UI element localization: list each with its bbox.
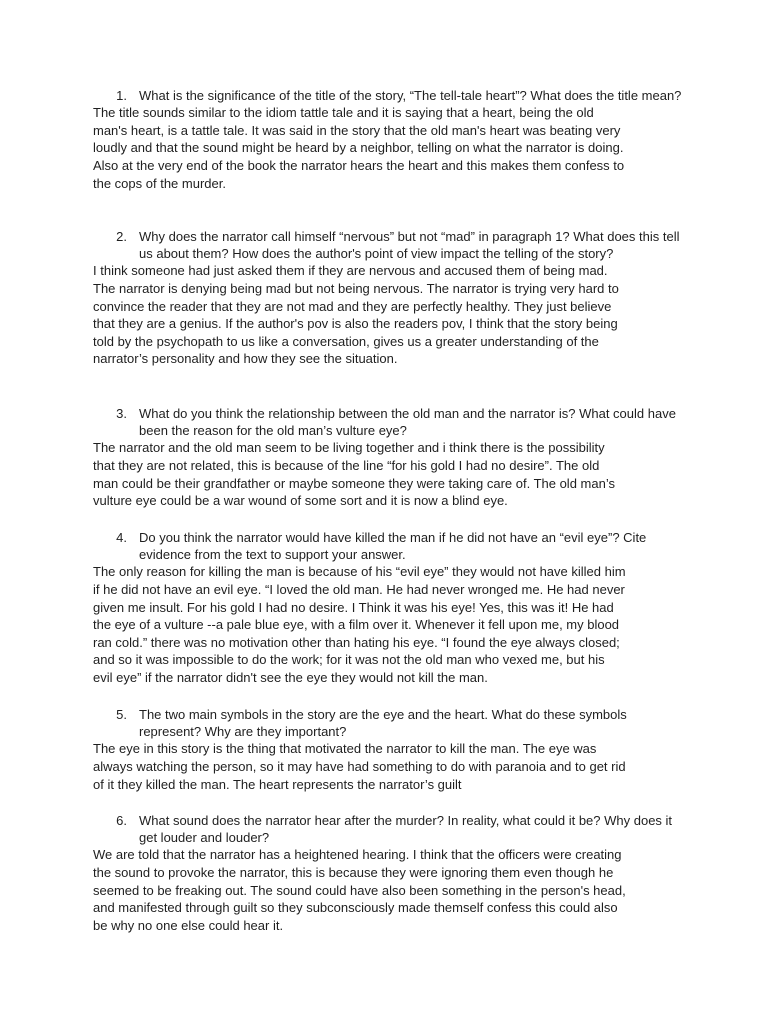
answer-line: the sound to provoke the narrator, this is because they were ignoring them even though he	[93, 865, 614, 880]
qa-item-5	[93, 706, 683, 793]
answer-line: evil eye” if the narrator didn't see the eye they would not kill the man.	[93, 669, 488, 685]
qa-item-1	[93, 87, 683, 192]
answer-line: The title sounds similar to the idiom tattle tale and it is saying that a heart, being the old	[93, 105, 594, 121]
answer-line: The narrator and the old man seem to be living together and i think there is the possibility	[93, 440, 605, 456]
answer-line: if he did not have an evil eye. “I loved the old man. He had never wronged me. He had never	[93, 582, 625, 597]
question-4	[93, 529, 683, 563]
answer-line: and manifested through guilt so they subconsciously made themself confess this could also	[93, 900, 618, 916]
answer-5	[93, 740, 683, 793]
answer-line: I think someone had just asked them if they are nervous and accused them of being mad.	[93, 263, 608, 279]
question-number: 1.	[116, 88, 127, 103]
question-text: What sound does the narrator hear after the murder? In reality, what could it be? Why does it get louder and louder?	[139, 813, 673, 846]
answer-line: man's heart, is a tattle tale. It was said in the story that the old man's heart was beating very	[93, 122, 621, 138]
answer-line: of it they killed the man. The heart represents the narrator’s guilt	[93, 776, 462, 792]
answer-line: narrator’s personality and how they see the situation.	[93, 351, 398, 367]
qa-item-3	[93, 405, 683, 510]
answer-3	[93, 439, 683, 509]
question-text: Do you think the narrator would have killed the man if he did not have an “evil eye”? Cite evidence from the text to support your answer.	[139, 530, 647, 563]
answer-line: always watching the person, so it may have had something to do with paranoia and to get rid	[93, 759, 626, 774]
question-2	[93, 228, 683, 262]
question-number: 3.	[116, 406, 127, 421]
answer-line: The eye in this story is the thing that motivated the narrator to kill the man. The eye was	[93, 741, 597, 757]
answer-line: be why no one else could hear it.	[93, 917, 284, 933]
answer-line: The only reason for killing the man is because of his “evil eye” they would not have killed him	[93, 564, 626, 580]
answer-line: man could be their grandfather or maybe someone they were taking care of. The old man’s	[93, 475, 615, 491]
answer-line: The narrator is denying being mad but not being nervous. The narrator is trying very hard to	[93, 281, 619, 296]
question-3	[93, 405, 683, 439]
question-text: What do you think the relationship between the old man and the narrator is? What could have been the reason for the old man’s vulture eye?	[139, 406, 676, 439]
question-number: 2.	[116, 229, 127, 244]
answer-line: that they are not related, this is because of the line “for his gold I had no desire”. The old	[93, 458, 600, 473]
answer-6	[93, 846, 683, 934]
question-text: Why does the narrator call himself “nervous” but not “mad” in paragraph 1? What does this tell us about them? How does the author's point of view impact the telling of the story?	[139, 229, 680, 262]
answer-1	[93, 104, 683, 192]
answer-line: and so it was impossible to do the work; for it was not the old man who vexed me, but his	[93, 652, 605, 668]
answer-line: that they are a genius. If the author's pov is also the readers pov, I think that the story being	[93, 316, 618, 332]
answer-line: ran cold.” there was no motivation other than hating his eye. “I found the eye always closed;	[93, 634, 620, 650]
question-text: The two main symbols in the story are the eye and the heart. What do these symbols represent? Why are they important?	[139, 707, 627, 740]
question-6	[93, 812, 683, 846]
answer-4	[93, 563, 683, 686]
question-1	[93, 87, 683, 104]
qa-item-2	[93, 228, 683, 368]
qa-item-4	[93, 529, 683, 687]
answer-line: seemed to be freaking out. The sound could have also been something in the person's head,	[93, 882, 626, 898]
answer-2	[93, 262, 683, 368]
answer-line: Also at the very end of the book the narrator hears the heart and this makes them confess to	[93, 157, 625, 173]
answer-line: vulture eye could be a war wound of some sort and it is now a blind eye.	[93, 493, 508, 509]
answer-line: loudly and that the sound might be heard by a neighbor, telling on what the narrator is doing.	[93, 140, 624, 156]
answer-line: the eye of a vulture --a pale blue eye, with a film over it. Whenever it fell upon me, my blood	[93, 617, 620, 633]
question-text: What is the significance of the title of the story, “The tell-tale heart”? What does the title mean?	[139, 88, 682, 103]
answer-line: given me insult. For his gold I had no desire. I Think it was his eye! Yes, this was it! He had	[93, 599, 614, 615]
question-number: 5.	[116, 707, 127, 722]
question-number: 6.	[116, 813, 127, 828]
question-5	[93, 706, 683, 740]
question-number: 4.	[116, 530, 127, 545]
answer-line: the cops of the murder.	[93, 175, 226, 191]
answer-line: convince the reader that they are not mad and they are perfectly healthy. They just believe	[93, 298, 612, 314]
answer-line: We are told that the narrator has a heightened hearing. I think that the officers were creating	[93, 847, 622, 863]
qa-item-6	[93, 812, 683, 934]
answer-line: told by the psychopath to us like a conversation, gives us a greater understanding of the	[93, 333, 599, 349]
